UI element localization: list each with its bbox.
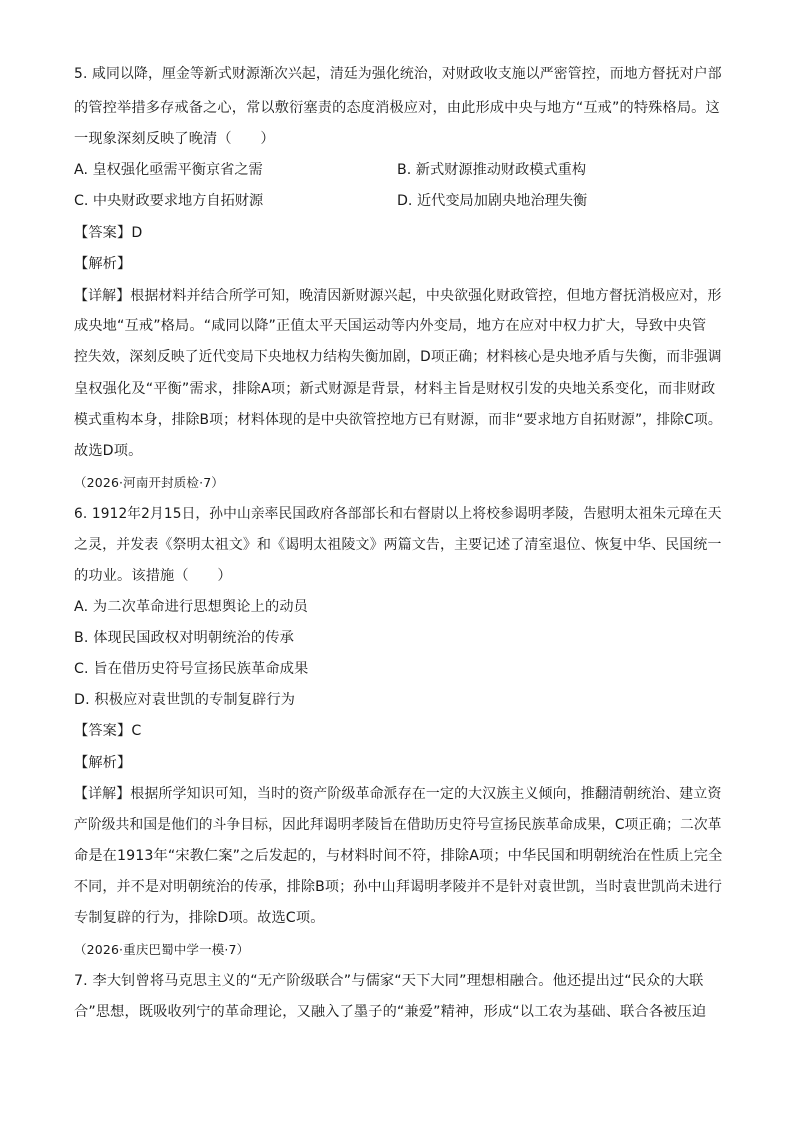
q6-detail-line-5: 专制复辟的行为，排除D项。故选C项。 <box>74 910 325 926</box>
q5-detail-line-3: 控失效，深刻反映了近代变局下央地权力结构失衡加剧，D项正确；材料核心是央地矛盾与失衡，而非强调 <box>74 349 722 365</box>
q6-option-d: D. 积极应对袁世凯的专制复辟行为 <box>74 692 296 708</box>
q5-answer: 【答案】D <box>74 225 143 241</box>
q5-option-a: A. 皇权强化亟需平衡京省之需 <box>74 162 263 178</box>
q6-analysis-title: 【解析】 <box>74 755 132 771</box>
q6-option-c: C. 旨在借历史符号宣扬民族革命成果 <box>74 661 309 677</box>
q6-answer: 【答案】C <box>74 723 142 739</box>
q6-detail-line-3: 命是在1913年“宋教仁案”之后发起的，与材料时间不符，排除A项；中华民国和明朝统治在性质上完全 <box>74 848 723 864</box>
q5-detail-line-2: 成央地“互戒”格局。“咸同以降”正值太平天国运动等内外变局，地方在应对中权力扩大，导致中央管 <box>74 318 707 334</box>
q6-stem-line-3: 的功业。该措施（ ） <box>74 568 232 584</box>
q5-detail-line-4: 皇权强化及“平衡”需求，排除A项；新式财源是背景，材料主旨是财权引发的央地关系变化，而非财政 <box>74 381 716 397</box>
q5-option-b: B. 新式财源推动财政模式重构 <box>397 162 587 178</box>
q5-stem-line-1: 5. 咸同以降，厘金等新式财源渐次兴起，清廷为强化统治，对财政收支施以严密管控，而地方督抚对户部 <box>74 66 722 82</box>
q5-stem-line-2: 的管控举措多存戒备之心，常以敷衍塞责的态度消极应对，由此形成中央与地方“互戒”的特殊格局。这 <box>74 100 720 116</box>
q5-option-c: C. 中央财政要求地方自拓财源 <box>74 193 264 209</box>
q6-stem-line-1: 6. 1912年2月15日，孙中山亲率民国政府各部部长和右督尉以上将校参谒明孝陵，告慰明太祖朱元璋在天 <box>74 506 722 522</box>
q7-stem-line-1: 7. 李大钊曾将马克思主义的“无产阶级联合”与儒家“天下大同”理想相融合。他还提出过“民众的大联 <box>74 973 704 989</box>
q5-stem-line-3: 一现象深刻反映了晚清（ ） <box>74 131 275 147</box>
q6-detail-line-4: 不同，并不是对明朝统治的传承，排除B项；孙中山拜谒明孝陵并不是针对袁世凯，当时袁世凯尚未进行 <box>74 879 723 895</box>
q6-option-b: B. 体现民国政权对明朝统治的传承 <box>74 630 294 646</box>
q5-detail-line-6: 故选D项。 <box>74 443 143 459</box>
q7-stem-line-2: 合”思想，既吸收列宁的革命理论，又融入了墨子的“兼爱”精神，形成“以工农为基础、联合各被压迫 <box>74 1004 707 1020</box>
q5-detail-line-5: 模式重构本身，排除B项；材料体现的是中央欲管控地方已有财源，而非“要求地方自拓财源”，排除C项。 <box>74 412 722 428</box>
q5-detail-line-1: 【详解】根据材料并结合所学可知，晚清因新财源兴起，中央欲强化财政管控，但地方督抚消极应对，形 <box>74 288 722 304</box>
q6-source: （2026·河南开封质检·7） <box>74 475 224 490</box>
q6-option-a: A. 为二次革命进行思想舆论上的动员 <box>74 599 308 615</box>
q6-stem-line-2: 之灵，并发表《祭明太祖文》和《谒明太祖陵文》两篇文告，主要记述了清室退位、恢复中华、民国统一 <box>74 537 722 553</box>
q7-source: （2026·重庆巴蜀中学一模·7） <box>74 942 250 957</box>
q6-detail-line-1: 【详解】根据所学知识可知，当时的资产阶级革命派存在一定的大汉族主义倾向，推翻清朝统治、建立资 <box>74 786 722 802</box>
q6-detail-line-2: 产阶级共和国是他们的斗争目标，因此拜谒明孝陵旨在借助历史符号宣扬民族革命成果，C项正确；二次革 <box>74 817 722 833</box>
q5-analysis-title: 【解析】 <box>74 256 132 272</box>
q5-option-d: D. 近代变局加剧央地治理失衡 <box>397 193 588 209</box>
